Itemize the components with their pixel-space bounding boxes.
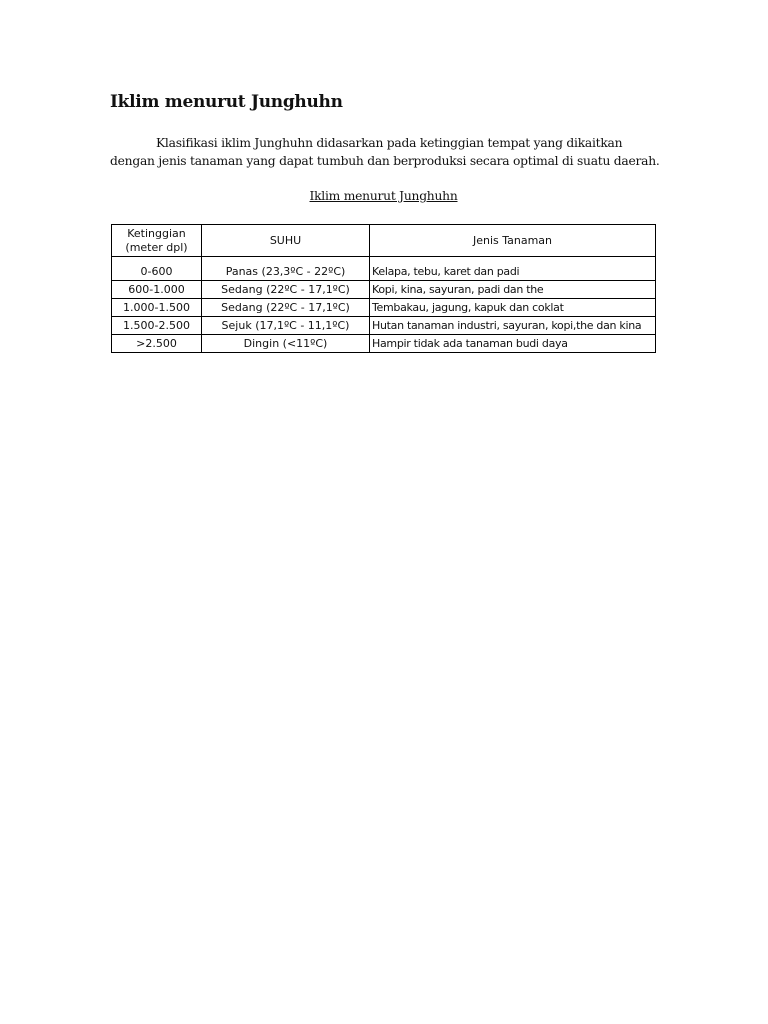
intro-text: Klasifikasi iklim Junghuhn didasarkan pada ketinggian tempat yang dikaitkan dengan jenis tanaman yang dapat tumbuh dan berproduksi secara optimal di suatu daerah. bbox=[110, 136, 660, 168]
table-caption: Iklim menurut Junghuhn bbox=[309, 189, 458, 203]
cell-jenis-tanaman: Hampir tidak ada tanaman budi daya bbox=[370, 335, 656, 353]
header-altitude bbox=[112, 225, 202, 257]
cell-altitude: 1.500-2.500 bbox=[112, 317, 202, 335]
header-altitude-line2: (meter dpl) bbox=[125, 240, 188, 254]
cell-altitude: >2.500 bbox=[112, 335, 202, 353]
table-row bbox=[112, 317, 656, 335]
cell-altitude: 600-1.000 bbox=[112, 281, 202, 299]
table-row bbox=[112, 257, 656, 281]
header-suhu: SUHU bbox=[202, 225, 370, 257]
table-row bbox=[112, 281, 656, 299]
cell-suhu: Sedang (22ºC - 17,1ºC) bbox=[202, 281, 370, 299]
cell-suhu: Panas (23,3ºC - 22ºC) bbox=[202, 257, 370, 281]
cell-altitude: 0-600 bbox=[112, 257, 202, 281]
table-header-row bbox=[112, 225, 656, 257]
cell-jenis-tanaman: Tembakau, jagung, kapuk dan coklat bbox=[370, 299, 656, 317]
cell-suhu: Sejuk (17,1ºC - 11,1ºC) bbox=[202, 317, 370, 335]
table-row bbox=[112, 335, 656, 353]
table-row bbox=[112, 299, 656, 317]
cell-jenis-tanaman: Hutan tanaman industri, sayuran, kopi,the dan kina bbox=[370, 317, 656, 335]
header-altitude-line1: Ketinggian bbox=[127, 226, 186, 240]
cell-suhu: Sedang (22ºC - 17,1ºC) bbox=[202, 299, 370, 317]
page-title: Iklim menurut Junghuhn bbox=[110, 92, 343, 112]
intro-paragraph bbox=[110, 134, 665, 170]
climate-table bbox=[111, 224, 656, 353]
cell-altitude: 1.000-1.500 bbox=[112, 299, 202, 317]
cell-jenis-tanaman: Kopi, kina, sayuran, padi dan the bbox=[370, 281, 656, 299]
cell-suhu: Dingin (<11ºC) bbox=[202, 335, 370, 353]
cell-jenis-tanaman: Kelapa, tebu, karet dan padi bbox=[370, 257, 656, 281]
header-jenis-tanaman: Jenis Tanaman bbox=[370, 225, 656, 257]
